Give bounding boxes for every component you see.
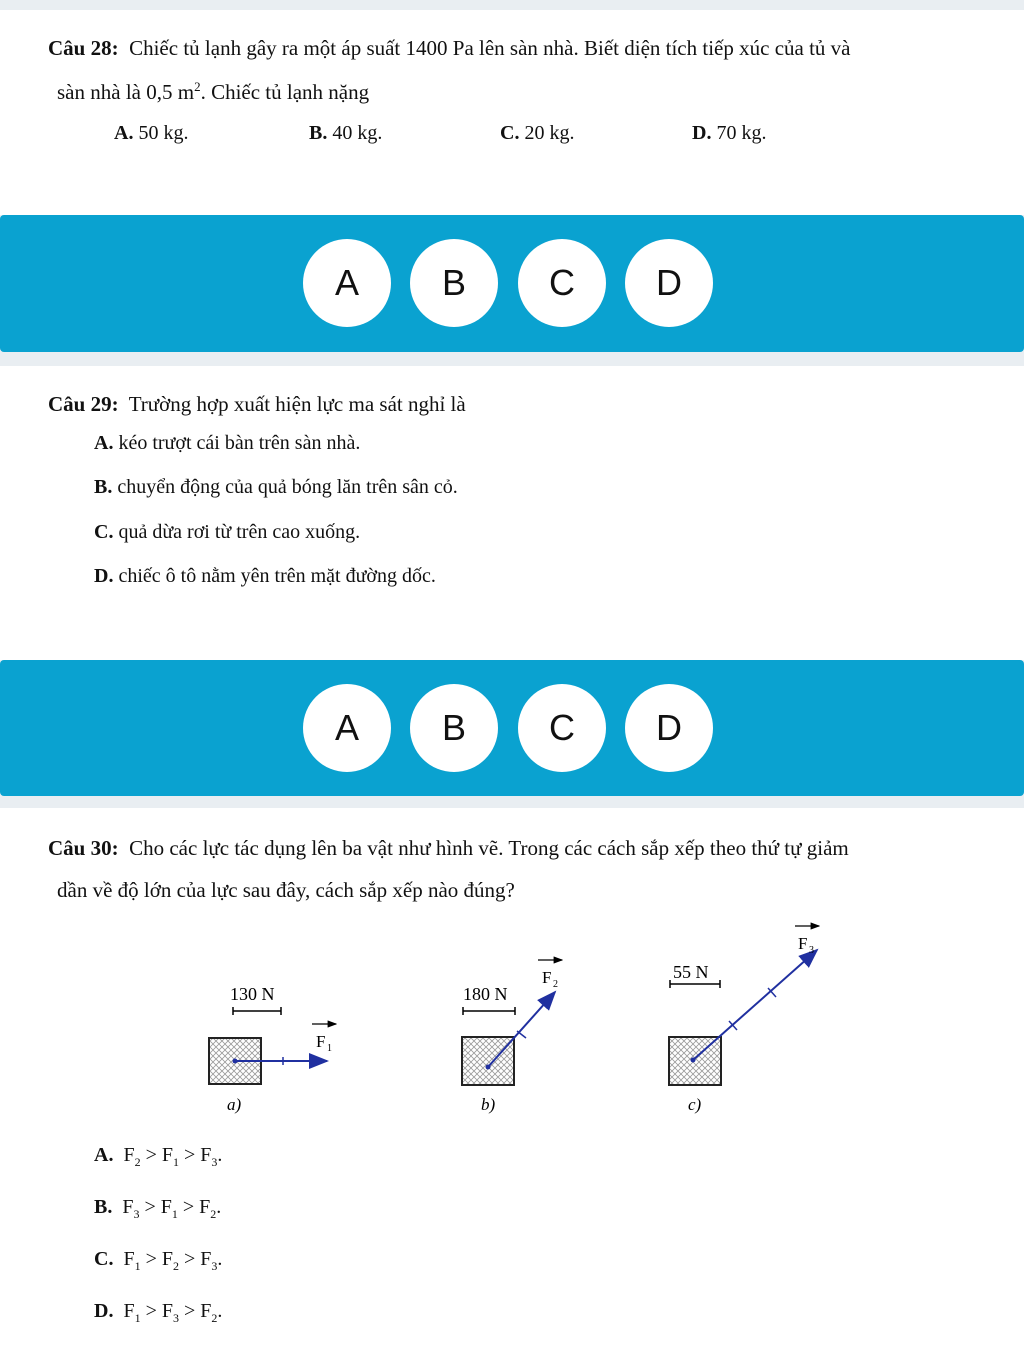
q30-d-f: F xyxy=(161,1300,173,1322)
question-29-text: Trường hợp xuất hiện lực ma sát nghỉ là xyxy=(128,392,466,416)
q30-a-end: . xyxy=(217,1144,223,1166)
q29-option-a-text: kéo trượt cái bàn trên sàn nhà. xyxy=(118,432,361,454)
force-diagram xyxy=(195,918,835,1128)
force-f1-origin xyxy=(233,1059,238,1064)
q30-a-gt: > xyxy=(140,1144,162,1166)
q29-option-b xyxy=(94,476,458,499)
q30-d-sub: 1 xyxy=(134,1311,141,1325)
q28-option-b xyxy=(309,122,382,145)
figure-b-caption: b) xyxy=(481,1095,496,1114)
q30-option-d-letter: D. xyxy=(94,1300,114,1322)
question-30-line2: dần về độ lớn của lực sau đây, cách sắp xếp nào đúng? xyxy=(57,878,515,902)
answer-band-q29 xyxy=(0,660,1024,796)
figure-c xyxy=(669,926,819,1114)
q29-option-c xyxy=(94,521,360,544)
question-30-label: Câu 30: xyxy=(48,836,119,860)
q30-c-end: . xyxy=(217,1248,223,1270)
q29-option-b-letter: B. xyxy=(94,476,113,498)
question-28-card xyxy=(0,10,1024,215)
question-28-text: Chiếc tủ lạnh gây ra một áp suất 1400 Pa lên sàn nhà. Biết diện tích tiếp xúc của tủ và xyxy=(129,36,851,60)
q30-option-a-letter: A. xyxy=(94,1144,114,1166)
force-f3-origin xyxy=(691,1058,696,1063)
figure-c-scale-label: 55 N xyxy=(673,962,709,982)
q30-c-sub: 1 xyxy=(134,1259,141,1273)
q30-d-gt: > xyxy=(140,1300,162,1322)
q30-a-f: F xyxy=(161,1144,173,1166)
q29-option-c-text: quả dừa rơi từ trên cao xuống. xyxy=(118,521,361,543)
q30-d-sub: 2 xyxy=(211,1311,218,1325)
answer-choice-b[interactable]: B xyxy=(410,239,498,327)
f1-label: F xyxy=(316,1032,326,1051)
q30-a-f: F xyxy=(200,1144,212,1166)
f1-sub: 1 xyxy=(327,1043,332,1054)
q30-d-end: . xyxy=(217,1300,223,1322)
q30-d-gt: > xyxy=(178,1300,201,1322)
q30-b-sub: 3 xyxy=(133,1207,140,1221)
q30-option-c-letter: C. xyxy=(94,1248,114,1270)
f3-label: F xyxy=(798,934,808,953)
figure-b-scale-bar xyxy=(463,1007,515,1015)
q28-option-b-letter: B. xyxy=(309,122,328,144)
q29-option-d xyxy=(94,565,436,588)
q29-option-d-letter: D. xyxy=(94,565,114,587)
question-29-line1 xyxy=(48,392,466,417)
q30-option-a xyxy=(94,1144,222,1170)
question-29-card xyxy=(0,366,1024,660)
force-f3-arrow xyxy=(693,950,817,1060)
q28-option-c-letter: C. xyxy=(500,122,520,144)
q30-c-gt: > xyxy=(178,1248,201,1270)
q30-d-f: F xyxy=(200,1300,212,1322)
question-28-line2-pre: sàn nhà là 0,5 m xyxy=(57,80,195,104)
q30-c-gt: > xyxy=(140,1248,162,1270)
q30-b-gt: > xyxy=(139,1196,161,1218)
q30-b-gt: > xyxy=(177,1196,200,1218)
q30-b-sub: 1 xyxy=(171,1207,178,1221)
figure-a xyxy=(209,984,336,1114)
q30-c-f: F xyxy=(123,1248,135,1270)
q30-option-c xyxy=(94,1248,222,1274)
f2-sub: 2 xyxy=(553,979,558,990)
answer-choice-a[interactable]: A xyxy=(303,684,391,772)
q30-b-f: F xyxy=(199,1196,211,1218)
q30-option-d xyxy=(94,1300,222,1326)
q30-c-f: F xyxy=(161,1248,173,1270)
question-30-text: Cho các lực tác dụng lên ba vật như hình vẽ. Trong các cách sắp xếp theo thứ tự giảm xyxy=(129,836,849,860)
q30-a-sub: 1 xyxy=(172,1155,179,1169)
q30-d-f: F xyxy=(123,1300,135,1322)
f2-label: F xyxy=(542,968,552,987)
q29-option-c-letter: C. xyxy=(94,521,114,543)
q30-b-end: . xyxy=(216,1196,222,1218)
q28-option-c-text: 20 kg. xyxy=(524,122,575,144)
q28-option-a-letter: A. xyxy=(114,122,134,144)
q30-a-sub: 3 xyxy=(211,1155,218,1169)
q28-option-a xyxy=(114,122,188,145)
figure-a-caption: a) xyxy=(227,1095,242,1114)
answer-band-q28 xyxy=(0,215,1024,352)
answer-choice-c[interactable]: C xyxy=(518,239,606,327)
q29-option-b-text: chuyển động của quả bóng lăn trên sân cỏ. xyxy=(117,476,458,498)
figure-a-scale-label: 130 N xyxy=(230,984,275,1004)
q30-b-f: F xyxy=(160,1196,172,1218)
q30-a-f: F xyxy=(123,1144,135,1166)
question-29-label: Câu 29: xyxy=(48,392,119,416)
figure-b xyxy=(462,960,562,1114)
q30-c-f: F xyxy=(200,1248,212,1270)
question-30-line1 xyxy=(48,836,849,861)
question-28-line2-sup: 2 xyxy=(194,79,201,94)
figure-b-scale-label: 180 N xyxy=(463,984,508,1004)
block-b xyxy=(462,1037,514,1085)
question-28-line1 xyxy=(48,36,851,61)
q30-c-sub: 2 xyxy=(172,1259,179,1273)
force-f2-origin xyxy=(486,1065,491,1070)
q30-b-f: F xyxy=(122,1196,134,1218)
question-28-line2-post: . Chiếc tủ lạnh nặng xyxy=(200,80,370,104)
force-diagram-svg xyxy=(195,918,835,1128)
q29-option-d-text: chiếc ô tô nằm yên trên mặt đường dốc. xyxy=(118,565,436,587)
q28-option-d-text: 70 kg. xyxy=(716,122,767,144)
q28-option-a-text: 50 kg. xyxy=(138,122,189,144)
figure-a-scale-bar xyxy=(233,1007,281,1015)
answer-choice-b[interactable]: B xyxy=(410,684,498,772)
q28-option-b-text: 40 kg. xyxy=(332,122,383,144)
question-28-line2 xyxy=(57,79,369,105)
q30-a-sub: 2 xyxy=(134,1155,141,1169)
q30-d-sub: 3 xyxy=(172,1311,179,1325)
q30-option-b xyxy=(94,1196,221,1222)
q28-option-d xyxy=(692,122,766,145)
f3-sub: 3 xyxy=(809,945,814,956)
answer-choice-d[interactable]: D xyxy=(625,239,713,327)
question-28-label: Câu 28: xyxy=(48,36,119,60)
q29-option-a xyxy=(94,432,360,455)
answer-choice-c[interactable]: C xyxy=(518,684,606,772)
q28-option-c xyxy=(500,122,574,145)
q30-b-sub: 2 xyxy=(210,1207,217,1221)
q30-option-b-letter: B. xyxy=(94,1196,113,1218)
q29-option-a-letter: A. xyxy=(94,432,114,454)
answer-choice-d[interactable]: D xyxy=(625,684,713,772)
figure-c-caption: c) xyxy=(688,1095,702,1114)
q30-c-sub: 3 xyxy=(211,1259,218,1273)
q28-option-d-letter: D. xyxy=(692,122,712,144)
answer-choice-a[interactable]: A xyxy=(303,239,391,327)
q30-a-gt: > xyxy=(178,1144,201,1166)
